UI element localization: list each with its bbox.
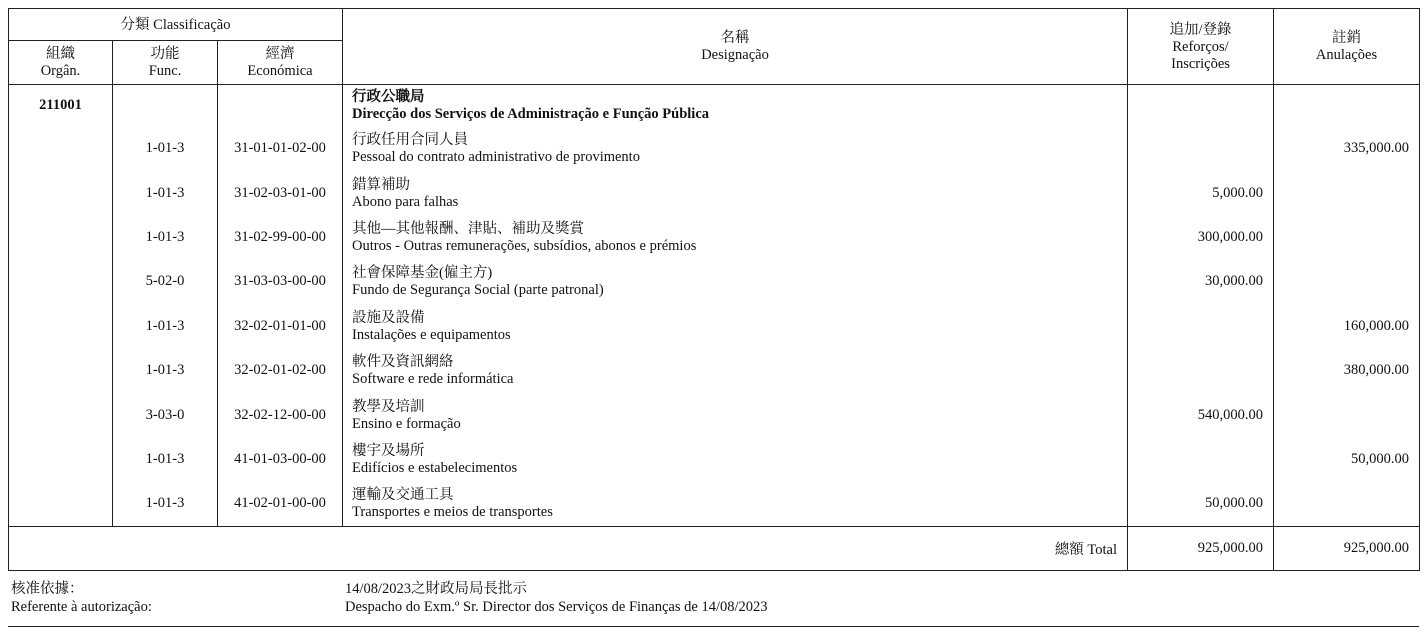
authorization-value-zh: 14/08/2023之財政局局長批示 xyxy=(345,581,528,597)
cancellation-amount: 50,000.00 xyxy=(1274,437,1420,481)
organ-header-pt: Orgân. xyxy=(40,63,81,79)
cancellations-header-zh: 註銷 xyxy=(1332,30,1362,46)
item-designation xyxy=(343,482,1128,527)
cancellation-amount xyxy=(1274,215,1420,259)
economic-code: 32-02-01-02-00 xyxy=(218,348,343,392)
reinforcements-header-pt1: Reforços/ xyxy=(1172,38,1229,55)
item-designation xyxy=(343,348,1128,392)
economic-code: 32-02-01-01-00 xyxy=(218,304,343,348)
economic-code: 31-01-01-02-00 xyxy=(218,127,343,171)
organ-header-zh: 組織 xyxy=(46,46,75,62)
item-designation xyxy=(343,437,1128,481)
designation-header xyxy=(343,9,1128,85)
designation-header-pt: Designação xyxy=(701,47,769,63)
entity-name-pt: Direcção dos Serviços de Administração e Função Pública xyxy=(352,106,710,122)
authorization-footer xyxy=(8,572,1419,627)
item-designation-pt: Abono para falhas xyxy=(352,193,459,210)
total-label: 總額 Total xyxy=(9,527,1128,571)
reinforcement-amount xyxy=(1128,127,1274,171)
economic-header-pt: Económica xyxy=(247,63,313,79)
economic-code: 41-02-01-00-00 xyxy=(218,482,343,527)
function-header-zh: 功能 xyxy=(150,46,180,62)
item-designation-pt: Transportes e meios de transportes xyxy=(352,504,553,521)
cancellation-amount xyxy=(1274,171,1420,215)
entity-row xyxy=(9,85,1420,127)
authorization-label xyxy=(11,580,152,616)
cancellation-amount: 380,000.00 xyxy=(1274,348,1420,392)
reinforcement-amount xyxy=(1128,304,1274,348)
authorization-value xyxy=(345,580,768,616)
table-row xyxy=(9,260,1420,304)
table-row xyxy=(9,215,1420,259)
economic-header xyxy=(218,41,343,85)
total-reinforcements: 925,000.00 xyxy=(1128,527,1274,571)
organ-header xyxy=(9,41,113,85)
function-code: 1-01-3 xyxy=(113,215,218,259)
cancellation-amount: 335,000.00 xyxy=(1274,127,1420,171)
item-designation-zh: 錯算補助 xyxy=(352,176,411,193)
reinforcement-amount: 300,000.00 xyxy=(1128,215,1274,259)
economic-code: 31-03-03-00-00 xyxy=(218,260,343,304)
item-designation-zh: 其他—其他報酬、津貼、補助及獎賞 xyxy=(352,220,585,237)
economic-header-zh: 經濟 xyxy=(265,46,295,62)
table-row xyxy=(9,171,1420,215)
entity-name xyxy=(343,85,1128,127)
entity-code: 211001 xyxy=(9,85,113,127)
item-designation-pt: Edifícios e estabelecimentos xyxy=(352,459,518,476)
cancellation-amount xyxy=(1274,260,1420,304)
function-header-pt: Func. xyxy=(148,63,182,79)
reinforcement-amount xyxy=(1128,437,1274,481)
function-code: 1-01-3 xyxy=(113,482,218,527)
table-row xyxy=(9,482,1420,527)
authorization-label-pt: Referente à autorização: xyxy=(11,599,152,615)
function-code: 1-01-3 xyxy=(113,437,218,481)
item-designation-pt: Software e rede informática xyxy=(352,371,514,388)
cancellations-header xyxy=(1274,9,1420,85)
cancellation-amount: 160,000.00 xyxy=(1274,304,1420,348)
designation-header-zh: 名稱 xyxy=(720,30,750,46)
item-designation-zh: 教學及培訓 xyxy=(352,398,425,415)
reinforcement-amount: 540,000.00 xyxy=(1128,393,1274,437)
reinforcements-header-pt2: Inscrições xyxy=(1171,55,1230,72)
item-designation-pt: Outros - Outras remunerações, subsídios, abonos e prémios xyxy=(352,237,697,254)
reinforcement-amount: 50,000.00 xyxy=(1128,482,1274,527)
item-designation xyxy=(343,304,1128,348)
item-designation-zh: 行政任用合同人員 xyxy=(352,132,469,149)
economic-code: 41-01-03-00-00 xyxy=(218,437,343,481)
function-code: 1-01-3 xyxy=(113,304,218,348)
table-row xyxy=(9,393,1420,437)
budget-document xyxy=(8,8,1420,615)
economic-code: 32-02-12-00-00 xyxy=(218,393,343,437)
item-designation-zh: 社會保障基金(僱主方) xyxy=(352,265,493,282)
item-designation xyxy=(343,127,1128,171)
item-designation-pt: Pessoal do contrato administrativo de provimento xyxy=(352,149,640,166)
function-code: 1-01-3 xyxy=(113,171,218,215)
reinforcement-amount: 30,000.00 xyxy=(1128,260,1274,304)
total-cancellations: 925,000.00 xyxy=(1274,527,1420,571)
function-code: 3-03-0 xyxy=(113,393,218,437)
item-designation-zh: 軟件及資訊網絡 xyxy=(352,354,454,371)
reinforcements-header xyxy=(1128,9,1274,85)
table-row xyxy=(9,127,1420,171)
reinforcement-amount xyxy=(1128,348,1274,392)
item-designation xyxy=(343,171,1128,215)
item-designation-pt: Fundo de Segurança Social (parte patronal) xyxy=(352,282,604,299)
function-code: 1-01-3 xyxy=(113,348,218,392)
function-header xyxy=(113,41,218,85)
function-code: 1-01-3 xyxy=(113,127,218,171)
item-designation xyxy=(343,393,1128,437)
item-designation-zh: 樓宇及場所 xyxy=(352,442,425,459)
item-designation-pt: Instalações e equipamentos xyxy=(352,326,511,343)
classification-header: 分類 Classificação xyxy=(9,9,343,41)
reinforcement-amount: 5,000.00 xyxy=(1128,171,1274,215)
entity-name-zh: 行政公職局 xyxy=(352,89,425,105)
item-designation-zh: 運輸及交通工具 xyxy=(352,487,454,504)
cancellation-amount xyxy=(1274,393,1420,437)
cancellation-amount xyxy=(1274,482,1420,527)
authorization-label-zh: 核准依據： xyxy=(11,581,84,597)
reinforcements-header-zh: 追加/登錄 xyxy=(1169,21,1232,38)
item-designation-pt: Ensino e formação xyxy=(352,415,461,432)
authorization-value-pt: Despacho do Exm.º Sr. Director dos Serviços de Finanças de 14/08/2023 xyxy=(345,599,768,615)
economic-code: 31-02-99-00-00 xyxy=(218,215,343,259)
function-code: 5-02-0 xyxy=(113,260,218,304)
table-row xyxy=(9,437,1420,481)
item-designation xyxy=(343,260,1128,304)
economic-code: 31-02-03-01-00 xyxy=(218,171,343,215)
item-designation xyxy=(343,215,1128,259)
budget-table xyxy=(8,8,1420,571)
table-row xyxy=(9,348,1420,392)
cancellations-header-pt: Anulações xyxy=(1315,47,1378,63)
table-row xyxy=(9,304,1420,348)
total-row xyxy=(9,527,1420,571)
item-designation-zh: 設施及設備 xyxy=(352,309,425,326)
